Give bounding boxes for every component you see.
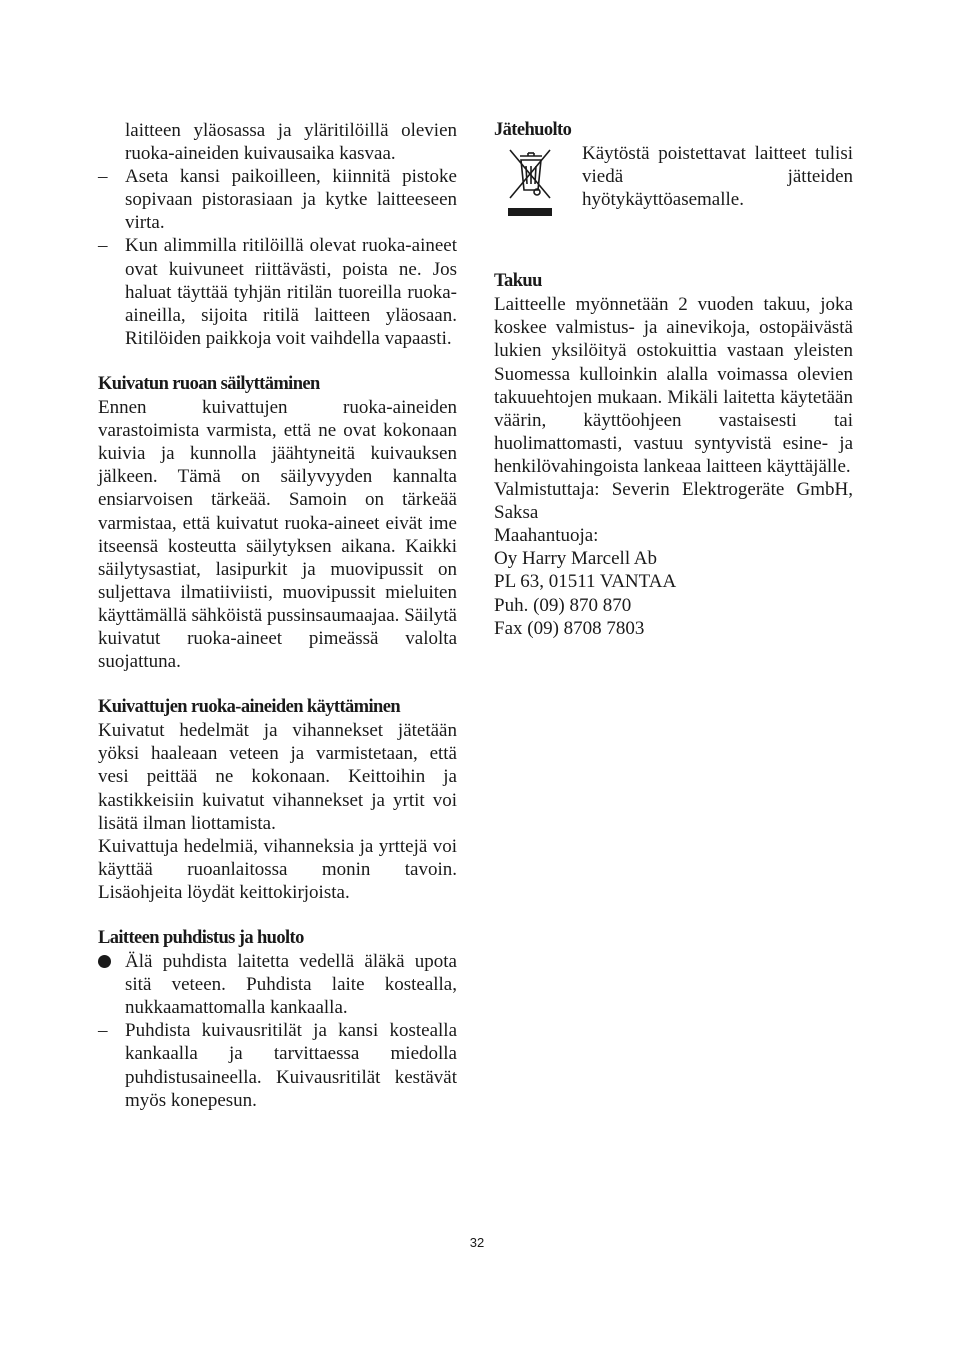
list-item bbox=[98, 1019, 457, 1111]
warranty-body: Laitteelle myönnetään 2 vuoden takuu, joka koskee valmistus- ja ainevikoja, ostopäivästä lukien yksilöityä ostokuittia vastaan yleisten Suomessa kulloinkin alalla voimassa olevien takuuehtojen mukaan. Mikäli laitetta käytetään väärin, käyttöohjeen vastaisesti tai huolimattomasti, vastuu syntyvistä esine- ja henkilövahingoista lankeaa laitteen käyttäjälle. bbox=[494, 294, 853, 477]
list-item bbox=[98, 950, 457, 1019]
disposal-heading: Jätehuolto bbox=[494, 120, 572, 140]
dash-marker: – bbox=[98, 235, 108, 257]
list-item-text: Kun alimmilla ritilöillä olevat ruoka-aineet ovat kuivuneet riittävästi, poista ne. Jos haluat täyttää tyhjän ritilän tuoreilla ruoka-aineilla, sijoita ritilä laitteen yläosaan. Ritilöiden paikkoja voit vaihdella vapaasti. bbox=[125, 235, 457, 349]
usage-heading: Kuivattujen ruoka-aineiden käyttäminen bbox=[98, 697, 401, 718]
usage-body-1: Kuivatut hedelmät ja vihannekset jätetään yöksi haaleaan veteen ja varmistetaan, että vesi peittää ne kokonaan. Keittoihin ja kastikkeisiin kuivatut vihannekset ja yrtit voi lisätä ilman liottamista. bbox=[98, 720, 457, 834]
list-item bbox=[98, 165, 457, 234]
importer-address: PL 63, 01511 VANTAA bbox=[494, 571, 677, 593]
disposal-text: Käytöstä poistettavat laitteet tulisi viedä jätteiden hyötykäyttöasemalle. bbox=[582, 143, 853, 211]
storage-body: Ennen kuivattujen ruoka-aineiden varastoimista varmista, että ne ovat kokonaan kuivia ja kunnolla jäähtyneitä kuivauksen jälkeen. Tämä on säilyvyyden kannalta ensiarvoisen tärkeää. Samoin on tärkeää varmistaa, että kuivatut ruoka-aineet eivät ime itseensä kosteutta säilytyksen aikana. Kaikki säilytysastiat, lasipurkit ja muovipussit on suljettava ilmatiiviisti, muovipussit mieluiten käyttämällä sähköistä pussinsaumaajaa. Säilytä kuivatut ruoka-aineet pimeässä valolta suojattuna. bbox=[98, 397, 457, 673]
list-item-text: Älä puhdista laitetta vedellä äläkä upota sitä veteen. Puhdista laite kostealla, nukkaamattomalla kankaalla. bbox=[125, 951, 457, 1019]
dash-marker: – bbox=[98, 166, 108, 188]
right-column bbox=[494, 119, 853, 640]
list-item-text: Aseta kansi paikoilleen, kiinnitä pistoke sopivaan pistorasiaan ja kytke laitteeseen virta. bbox=[125, 166, 457, 234]
intro-continuation: laitteen yläosassa ja yläritilöillä olevien ruoka-aineiden kuivausaika kasvaa. bbox=[125, 120, 457, 165]
importer-label: Maahantuoja: bbox=[494, 525, 599, 547]
disposal-block bbox=[494, 142, 853, 224]
importer-name: Oy Harry Marcell Ab bbox=[494, 548, 658, 570]
page-number: 32 bbox=[469, 1235, 485, 1250]
warranty-heading: Takuu bbox=[494, 271, 542, 292]
importer-phone: Puh. (09) 870 870 bbox=[494, 594, 632, 616]
list-item-text: Puhdista kuivausritilät ja kansi kostealla kankaalla ja tarvittaessa miedolla puhdistusaineella. Kuivausritilät kestävät myös konepesun. bbox=[125, 1020, 457, 1111]
storage-heading: Kuivatun ruoan säilyttäminen bbox=[98, 373, 320, 394]
cleaning-heading: Laitteen puhdistus ja huolto bbox=[98, 928, 304, 948]
crossed-out-wheelie-bin-icon bbox=[506, 146, 568, 224]
left-column bbox=[98, 119, 457, 1112]
bullet-dot-icon bbox=[98, 950, 120, 974]
list-item bbox=[98, 234, 457, 349]
importer-fax: Fax (09) 8708 7803 bbox=[494, 617, 645, 639]
dash-marker: – bbox=[98, 1020, 108, 1042]
manufacturer: Valmistuttaja: Severin Elektrogeräte GmbH, Saksa bbox=[494, 479, 853, 524]
usage-body-2: Kuivattuja hedelmiä, vihanneksia ja yrttejä voi käyttää ruoanlaitossa monin tavoin. Lisäohjeita löydät keittokirjoista. bbox=[98, 835, 457, 903]
